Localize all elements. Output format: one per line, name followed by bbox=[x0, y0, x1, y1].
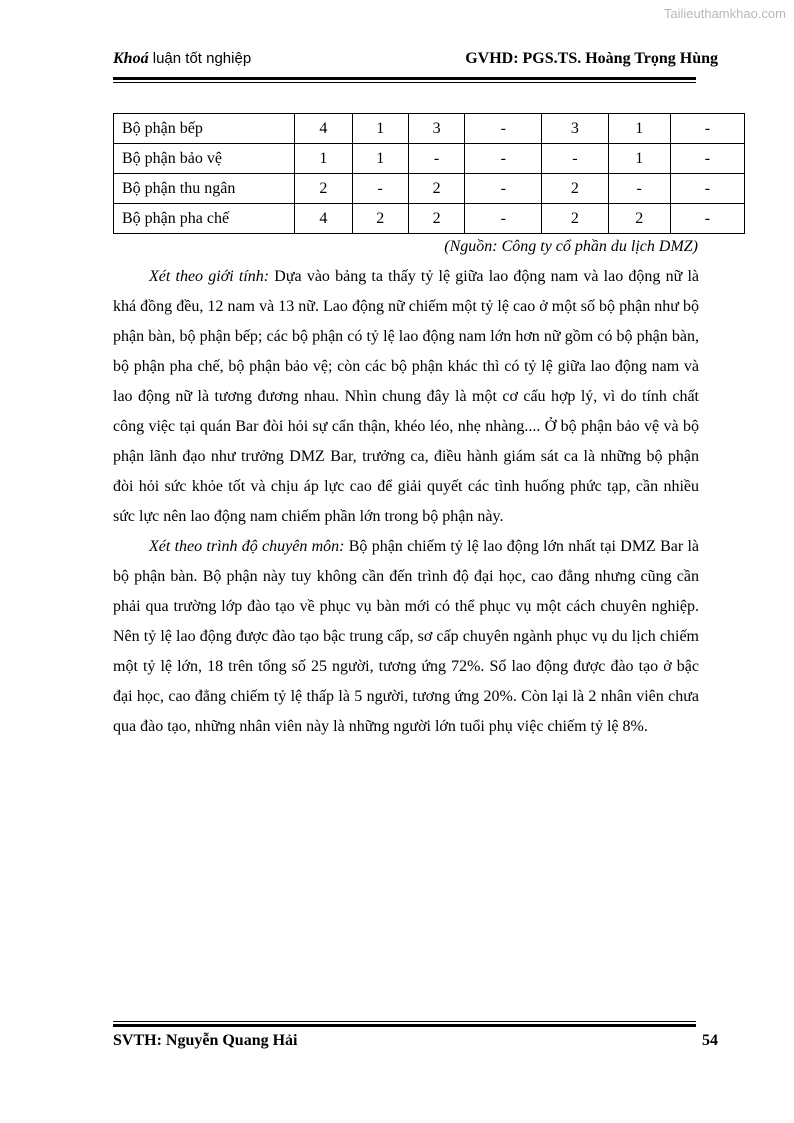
table-cell: 1 bbox=[608, 114, 670, 144]
table-row bbox=[114, 204, 745, 234]
table-cell: 2 bbox=[408, 204, 464, 234]
header-title-rest: luận tốt nghiệp bbox=[148, 50, 252, 67]
table-cell: - bbox=[465, 114, 542, 144]
table-cell: - bbox=[608, 174, 670, 204]
table-cell: - bbox=[465, 144, 542, 174]
footer-rule-thick bbox=[113, 1024, 696, 1027]
paragraph-body: Dựa vào bảng ta thấy tỷ lệ giữa lao động nam và lao động nữ là khá đồng đều, 12 nam và 13 nữ. Lao động nữ chiếm một tỷ lệ cao ở một số bộ phận như bộ phận bàn, bộ phận bếp; các bộ phận có tỷ lệ lao động nam lớn hơn nữ gồm có bộ phận bàn, bộ phận pha chế, bộ phận bảo vệ; còn các bộ phận khác thì có tỷ lệ giữa lao động nam và lao động nữ là tương đương nhau. Nhìn chung đây là một cơ cấu hợp lý, vì do tính chất công việc tại quán Bar đòi hỏi sự cẩn thận, khéo léo, nhẹ nhàng.... Ở bộ phận bảo vệ và bộ phận lãnh đạo như trưởng DMZ Bar, trưởng ca, điều hành giám sát ca là những bộ phận đòi hỏi sức khỏe tốt và chịu áp lực cao để giải quyết các tình huống phức tạp, cần nhiều sức lực nên lao động nam chiếm phần lớn trong bộ phận này. bbox=[113, 268, 700, 525]
table-cell: 1 bbox=[352, 114, 408, 144]
table-cell: 3 bbox=[408, 114, 464, 144]
paragraph-body: Bộ phận chiếm tỷ lệ lao động lớn nhất tại DMZ Bar là bộ phận bàn. Bộ phận này tuy không cần đến trình độ đại học, cao đẳng nhưng cũng cần phải qua trường lớp đào tạo về phục vụ bàn mới có thể phục vụ một cách chuyên nghiệp. Nên tỷ lệ lao động được đào tạo bậc trung cấp, sơ cấp chuyên ngành phục vụ du lịch chiếm một tỷ lệ lớn, 18 trên tổng số 25 người, tương ứng 72%. Số lao động được đào tạo ở bậc đại học, cao đẳng chiếm tỷ lệ thấp là 5 người, tương ứng 20%. Còn lại là 2 nhân viên chưa qua đào tạo, những nhân viên này là những người lớn tuổi phụ việc chiếm tỷ lệ 8%. bbox=[113, 538, 699, 735]
table-cell: 2 bbox=[352, 204, 408, 234]
row-label: Bộ phận bảo vệ bbox=[114, 144, 295, 174]
table-cell: 1 bbox=[295, 144, 352, 174]
header-title bbox=[113, 50, 251, 68]
table-cell: 2 bbox=[295, 174, 352, 204]
paragraph-qualification bbox=[113, 532, 699, 742]
table-cell: - bbox=[670, 174, 744, 204]
row-label: Bộ phận thu ngân bbox=[114, 174, 295, 204]
table-source: (Nguồn: Công ty cổ phần du lịch DMZ) bbox=[444, 238, 698, 255]
header-rule-thin bbox=[113, 82, 696, 83]
table-cell: 1 bbox=[608, 144, 670, 174]
header-advisor: GVHD: PGS.TS. Hoàng Trọng Hùng bbox=[465, 50, 718, 67]
body-text bbox=[113, 262, 699, 742]
row-label: Bộ phận bếp bbox=[114, 114, 295, 144]
paragraph-lead: Xét theo trình độ chuyên môn: bbox=[149, 538, 345, 555]
footer-rule-thin bbox=[113, 1021, 696, 1022]
page-footer bbox=[113, 1032, 718, 1054]
table-row bbox=[114, 144, 745, 174]
table-cell: 4 bbox=[295, 204, 352, 234]
table-cell: 3 bbox=[542, 114, 608, 144]
table-cell: - bbox=[542, 144, 608, 174]
staff-table bbox=[113, 113, 745, 234]
table-cell: 2 bbox=[542, 204, 608, 234]
paragraph-lead: Xét theo giới tính: bbox=[149, 268, 270, 285]
table-row bbox=[114, 114, 745, 144]
page-number: 54 bbox=[702, 1032, 718, 1049]
header-title-bold: Khoá bbox=[113, 50, 149, 67]
table-cell: - bbox=[670, 144, 744, 174]
table-cell: - bbox=[352, 174, 408, 204]
footer-author: SVTH: Nguyễn Quang Hải bbox=[113, 1032, 298, 1049]
paragraph-gender bbox=[113, 262, 699, 532]
row-label: Bộ phận pha chế bbox=[114, 204, 295, 234]
table-cell: 2 bbox=[408, 174, 464, 204]
header-rule-thick bbox=[113, 77, 696, 80]
table-cell: - bbox=[465, 204, 542, 234]
page-header bbox=[113, 50, 718, 72]
table-cell: - bbox=[408, 144, 464, 174]
table-cell: 1 bbox=[352, 144, 408, 174]
watermark: Tailieuthamkhao.com bbox=[663, 6, 786, 21]
table-cell: - bbox=[465, 174, 542, 204]
table-cell: 2 bbox=[542, 174, 608, 204]
table-row bbox=[114, 174, 745, 204]
table-cell: - bbox=[670, 114, 744, 144]
table-cell: 4 bbox=[295, 114, 352, 144]
table-cell: 2 bbox=[608, 204, 670, 234]
table-cell: - bbox=[670, 204, 744, 234]
